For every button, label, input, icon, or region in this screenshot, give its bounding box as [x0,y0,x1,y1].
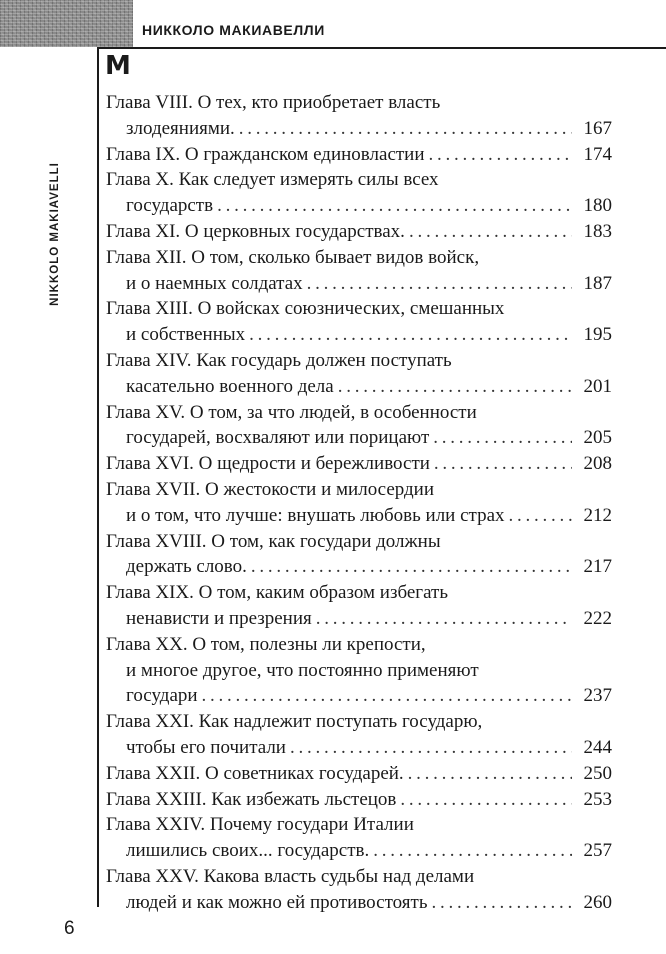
toc-entry-text: Глава XVIII. О том, как государи должны [106,530,441,552]
toc-entry-text: государей, восхваляют или порицают [126,427,430,449]
toc-page-number: 260 [583,891,612,913]
toc-page-number: 217 [583,556,612,578]
toc-leader-dots [408,763,572,785]
toc-entry-line [106,660,612,686]
toc-entry-text: ненависти и презрения [126,607,312,629]
toc-page-number: 250 [583,762,612,784]
toc-entry-line [106,350,612,376]
toc-entry-text: лишились своих... государств. [126,840,370,862]
toc-entry-text: и собственных [126,324,246,346]
toc-page-number: 187 [583,272,612,294]
toc-entry-line [106,92,612,118]
toc-page-number: 183 [583,220,612,242]
toc-entry-line [106,634,612,660]
toc-page-number: 205 [583,427,612,449]
toc-leader-dots [400,789,572,811]
toc-leader-dots [249,324,572,346]
toc-entry-line [106,866,612,892]
toc-entry [106,221,612,247]
toc-entry-text: Глава XX. О том, полезны ли крепости, [106,633,426,655]
toc-entry [106,892,612,918]
toc-entry-line [106,711,612,737]
toc-leader-dots [217,195,572,217]
toc-entry [106,118,612,144]
toc-entry [106,763,612,789]
toc-leader-dots [239,118,572,140]
toc-entry-text: государств [126,195,214,217]
toc-entry-text: касательно военного дела [126,375,334,397]
toc-entry-line [106,298,612,324]
toc-entry-line [106,582,612,608]
toc-leader-dots [202,685,572,707]
toc-entry-text: Глава XXIV. Почему государи Италии [106,814,414,836]
toc-page-number: 201 [583,375,612,397]
toc-page-number: 212 [583,504,612,526]
table-of-contents [106,92,612,918]
toc-entry [106,453,612,479]
toc-page-number: 195 [583,324,612,346]
toc-entry-text: государи [126,685,198,707]
header-rule [97,47,666,49]
toc-entry-text: людей и как можно ей противостоять [126,891,428,913]
toc-leader-dots [433,427,572,449]
toc-entry-text: Глава XIII. О войсках союзнических, смешанных [106,298,505,320]
page-number: 6 [64,918,75,939]
toc-entry-text: Глава XIX. О том, каким образом избегать [106,582,449,604]
toc-entry-text: Глава XXII. О советниках государей. [106,762,404,784]
toc-entry-text: держать слово. [126,556,247,578]
toc-leader-dots [373,840,572,862]
toc-page-number: 257 [583,840,612,862]
toc-entry [106,376,612,402]
toc-entry-text: Глава XXI. Как надлежит поступать государю, [106,711,483,733]
toc-entry-text: Глава XIV. Как государь должен поступать [106,349,452,371]
toc-page-number: 253 [583,788,612,810]
running-header-title: НИККОЛО МАКИАВЕЛЛИ [142,22,325,38]
toc-leader-dots [290,737,572,759]
toc-entry-line [106,531,612,557]
toc-entry-text: и о том, что лучше: внушать любовь или страх [126,504,505,526]
toc-entry [106,144,612,170]
toc-page-number: 208 [583,453,612,475]
toc-page-number: 237 [583,685,612,707]
toc-leader-dots [429,144,572,166]
toc-entry [106,505,612,531]
toc-entry-text: Глава IX. О гражданском единовластии [106,143,425,165]
toc-page-number: 222 [583,607,612,629]
toc-entry-line [106,402,612,428]
toc-entry [106,737,612,763]
toc-page-number: 167 [583,117,612,139]
header-texture-block [0,0,133,47]
toc-leader-dots [338,376,572,398]
toc-entry [106,556,612,582]
publisher-logo: M [105,51,131,81]
margin-rule [97,47,99,907]
toc-entry-line [106,814,612,840]
toc-entry [106,608,612,634]
toc-leader-dots [307,273,572,295]
toc-entry-text: Глава XXIII. Как избежать льстецов [106,788,397,810]
toc-page-number: 174 [583,143,612,165]
toc-entry [106,840,612,866]
toc-entry [106,427,612,453]
toc-entry-text: чтобы его почитали [126,736,286,758]
toc-leader-dots [409,221,572,243]
toc-entry-text: злодеяниями. [126,117,235,139]
vertical-author-name: NIKKOLO MAKIAVELLI [49,162,61,306]
toc-entry [106,685,612,711]
toc-entry-line [106,247,612,273]
toc-leader-dots [251,556,572,578]
toc-entry-text: Глава X. Как следует измерять силы всех [106,169,439,191]
toc-entry-text: Глава VIII. О тех, кто приобретает власть [106,92,441,113]
toc-entry-text: и многое другое, что постоянно применяют [126,659,479,681]
toc-entry-text: Глава XXV. Какова власть судьбы над делами [106,865,475,887]
toc-leader-dots [509,505,573,527]
toc-entry-text: Глава XVII. О жестокости и милосердии [106,478,435,500]
toc-entry-line [106,479,612,505]
toc-entry-line [106,169,612,195]
toc-entry [106,273,612,299]
toc-entry-text: Глава XII. О том, сколько бывает видов войск, [106,246,480,268]
toc-entry-text: Глава XI. О церковных государствах. [106,220,405,242]
toc-leader-dots [434,453,572,475]
toc-entry-text: Глава XV. О том, за что людей, в особенности [106,401,477,423]
toc-entry-text: Глава XVI. О щедрости и бережливости [106,453,430,475]
toc-entry-text: и о наемных солдатах [126,272,303,294]
toc-leader-dots [432,892,573,914]
toc-page-number: 244 [583,736,612,758]
toc-page-number: 180 [583,195,612,217]
toc-entry [106,195,612,221]
toc-entry [106,789,612,815]
toc-leader-dots [316,608,572,630]
toc-entry [106,324,612,350]
